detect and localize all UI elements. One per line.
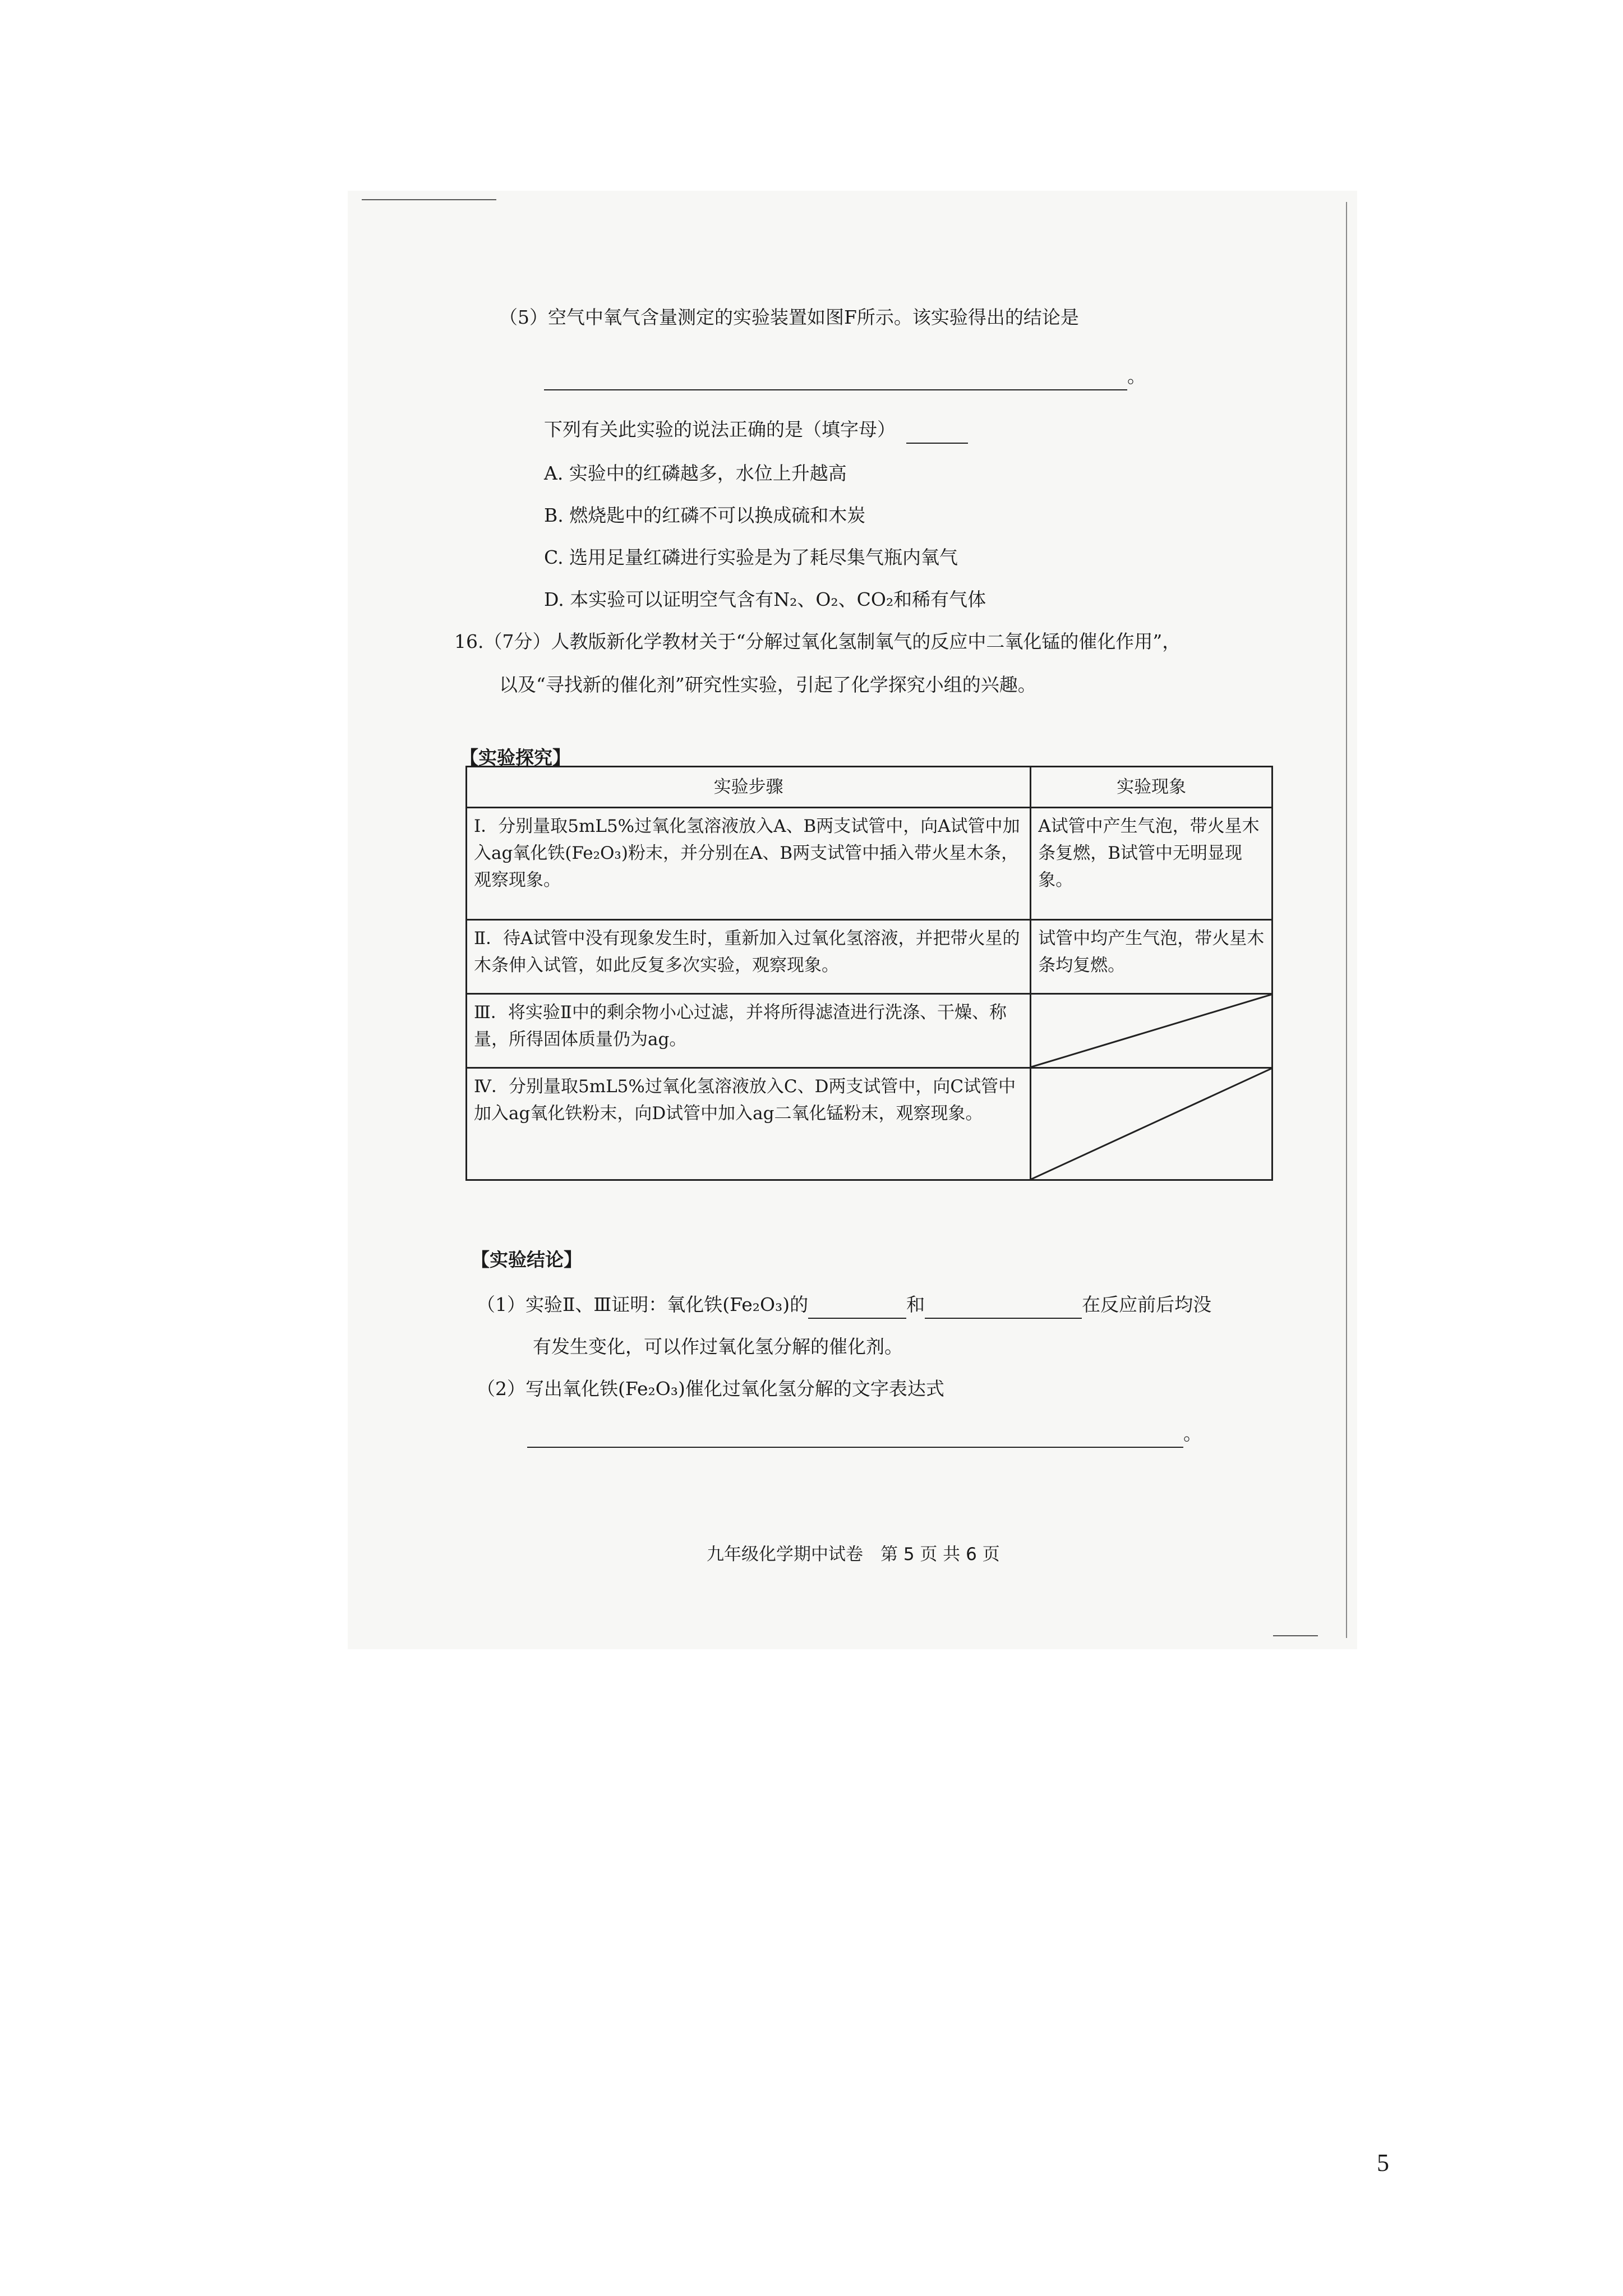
c1-text-a: （1）实验Ⅱ、Ⅲ证明：氧化铁(Fe₂O₃)的 (477, 1294, 809, 1315)
step-1: Ⅰ．分别量取5mL5%过氧化氢溶液放入A、B两支试管中，向A试管中加入ag氧化铁(Fe₂O₃)粉末，并分别在A、B两支试管中插入带火星木条，观察现象。 (467, 808, 1031, 920)
observation-1: A试管中产生气泡，带火星木条复燃，B试管中无明显现象。 (1031, 808, 1272, 920)
q16-line1: 16.（7分）人教版新化学教材关于“分解过氧化氢制氧气的反应中二氧化锰的催化作用”， (454, 631, 1181, 652)
q5-option-a: A. 实验中的红磷越多，水位上升越高 (544, 462, 847, 484)
header-observations: 实验现象 (1031, 767, 1272, 808)
conclusion-2: （2）写出氧化铁(Fe₂O₃)催化过氧化氢分解的文字表达式 (477, 1378, 944, 1400)
page-footer: 九年级化学期中试卷 第 5 页 共 6 页 (707, 1544, 1000, 1565)
table-header-row (467, 767, 1272, 808)
step-2: Ⅱ．待A试管中没有现象发生时，重新加入过氧化氢溶液，并把带火星的木条伸入试管，如此反复多次实验，观察现象。 (467, 920, 1031, 994)
q5-choice-blank[interactable] (906, 425, 968, 444)
scan-bottom-mark (1273, 1635, 1318, 1636)
page-number: 5 (1377, 2149, 1389, 2177)
explore-title: 【实验探究】 (460, 747, 571, 769)
q5-blank[interactable] (544, 369, 1127, 390)
observation-4-crossed (1031, 1068, 1272, 1180)
c1-blank-1[interactable] (808, 1300, 906, 1319)
diagonal-strike (1031, 995, 1271, 1067)
q5-sub-question (544, 415, 968, 444)
experiment-table (465, 766, 1273, 1181)
scan-right-edge (1346, 202, 1347, 1638)
table-row (467, 808, 1272, 920)
c2-line-end: 。 (1183, 1423, 1202, 1444)
conclusion-2-answer-line (527, 1419, 1202, 1448)
conclusion-title: 【实验结论】 (471, 1249, 582, 1271)
q16-line2: 以及“寻找新的催化剂”研究性实验，引起了化学探究小组的兴趣。 (499, 674, 1036, 696)
step-4: Ⅳ．分别量取5mL5%过氧化氢溶液放入C、D两支试管中，向C试管中加入ag氧化铁粉末，向D试管中加入ag二氧化锰粉末，观察现象。 (467, 1068, 1031, 1180)
scan-top-mark (362, 199, 496, 200)
observation-3-crossed (1031, 994, 1272, 1068)
q5-answer-line (544, 362, 1146, 390)
q5-sub-question-text: 下列有关此实验的说法正确的是（填字母） (544, 418, 896, 440)
q5-option-b: B. 燃烧匙中的红磷不可以换成硫和木炭 (544, 504, 866, 526)
observation-2: 试管中均产生气泡，带火星木条均复燃。 (1031, 920, 1272, 994)
c1-text-c: 在反应前后均没 (1082, 1294, 1212, 1315)
q5-option-d: D. 本实验可以证明空气含有N₂、O₂、CO₂和稀有气体 (544, 588, 986, 610)
step-3: Ⅲ．将实验Ⅱ中的剩余物小心过滤，并将所得滤渣进行洗涤、干燥、称量，所得固体质量仍为ag。 (467, 994, 1031, 1068)
q5-option-c: C. 选用足量红磷进行实验是为了耗尽集气瓶内氧气 (544, 546, 958, 568)
header-steps: 实验步骤 (467, 767, 1031, 808)
conclusion-1-line2: 有发生变化，可以作过氧化氢分解的催化剂。 (533, 1336, 903, 1358)
c1-text-b: 和 (906, 1294, 925, 1315)
table-row (467, 920, 1272, 994)
table-row (467, 994, 1272, 1068)
diagonal-strike (1031, 1069, 1271, 1179)
conclusion-1-line1 (477, 1290, 1211, 1319)
c2-blank[interactable] (527, 1427, 1183, 1448)
q5-intro: （5）空气中氧气含量测定的实验装置如图F所示。该实验得出的结论是 (499, 306, 1079, 328)
c1-blank-2[interactable] (925, 1300, 1082, 1319)
table-row (467, 1068, 1272, 1180)
q5-line-end: 。 (1127, 365, 1146, 387)
